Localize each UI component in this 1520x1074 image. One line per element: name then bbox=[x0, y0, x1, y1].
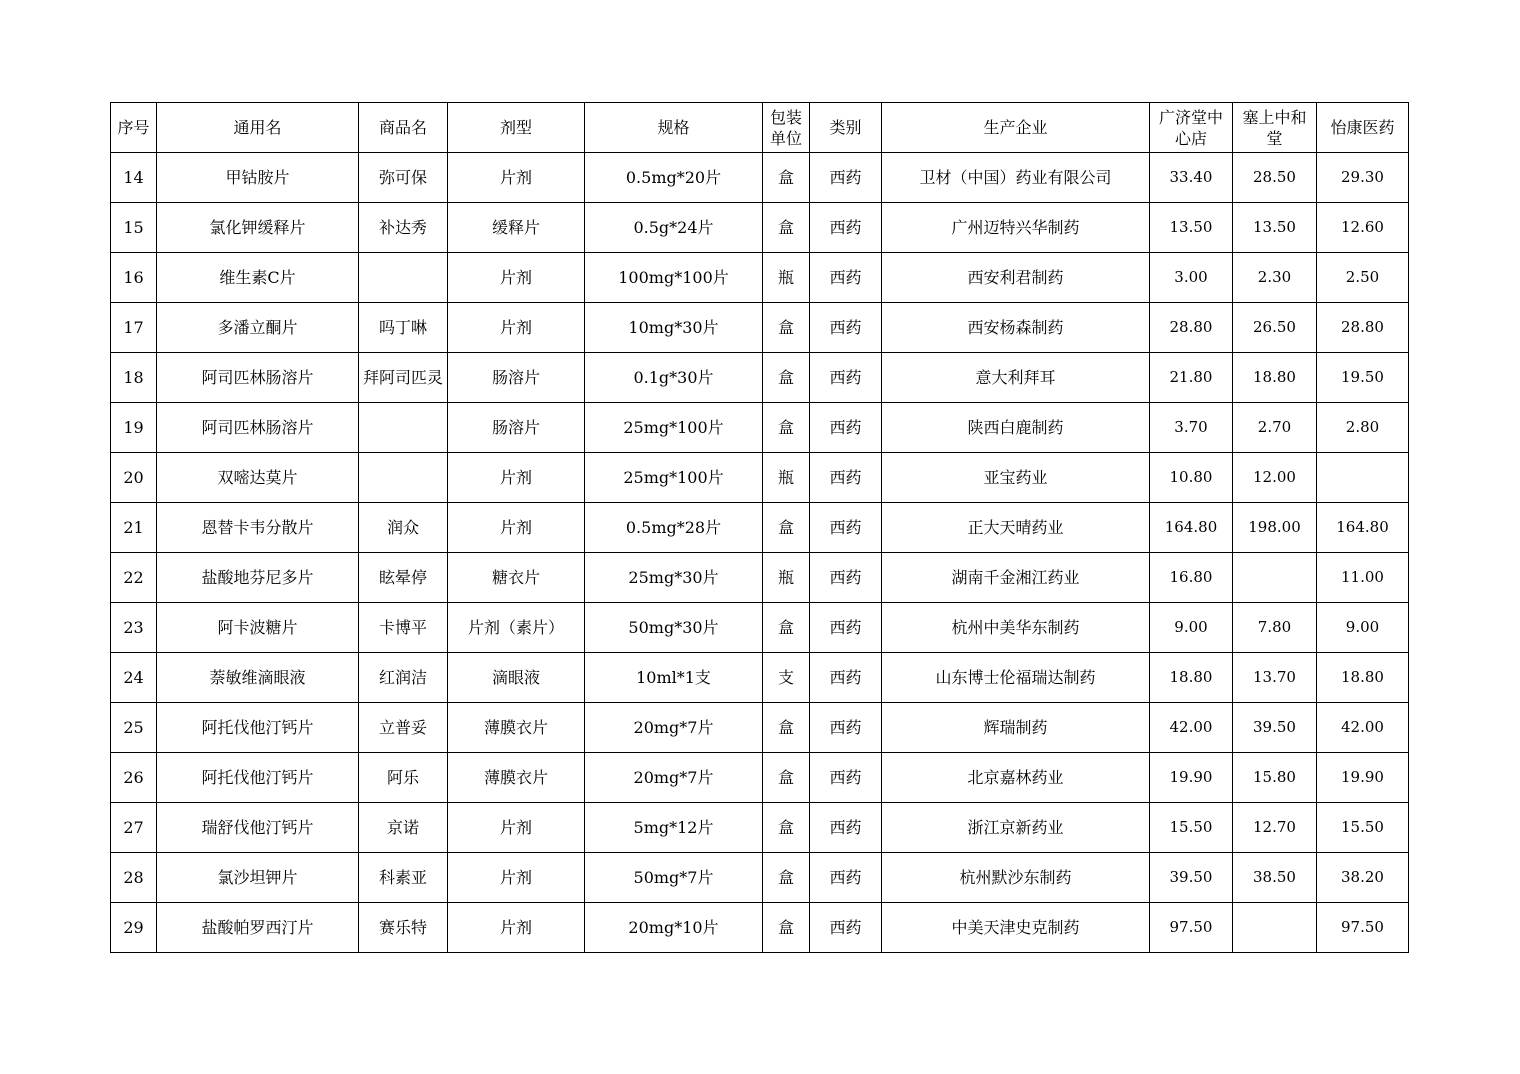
package-unit-cell: 盒 bbox=[763, 703, 810, 753]
generic-name-cell: 阿托伐他汀钙片 bbox=[157, 703, 359, 753]
header-price-store-2: 塞上中和堂 bbox=[1233, 103, 1317, 153]
brand-name-cell: 卡博平 bbox=[359, 603, 448, 653]
index-cell: 27 bbox=[111, 803, 157, 853]
header-dosage-form: 剂型 bbox=[448, 103, 585, 153]
price-store-2-cell: 18.80 bbox=[1233, 353, 1317, 403]
price-store-1-cell: 15.50 bbox=[1150, 803, 1233, 853]
table-row bbox=[111, 503, 1409, 553]
category-cell: 西药 bbox=[810, 603, 882, 653]
price-store-1-cell: 18.80 bbox=[1150, 653, 1233, 703]
package-unit-cell: 盒 bbox=[763, 353, 810, 403]
price-store-3-cell: 19.90 bbox=[1317, 753, 1409, 803]
table-row bbox=[111, 253, 1409, 303]
category-cell: 西药 bbox=[810, 353, 882, 403]
manufacturer-cell: 西安利君制药 bbox=[882, 253, 1150, 303]
dosage-form-cell: 片剂 bbox=[448, 903, 585, 953]
index-cell: 19 bbox=[111, 403, 157, 453]
index-cell: 28 bbox=[111, 853, 157, 903]
manufacturer-cell: 北京嘉林药业 bbox=[882, 753, 1150, 803]
brand-name-cell bbox=[359, 253, 448, 303]
dosage-form-cell: 糖衣片 bbox=[448, 553, 585, 603]
dosage-form-cell: 片剂 bbox=[448, 503, 585, 553]
specification-cell: 100mg*100片 bbox=[585, 253, 763, 303]
manufacturer-cell: 广州迈特兴华制药 bbox=[882, 203, 1150, 253]
manufacturer-cell: 亚宝药业 bbox=[882, 453, 1150, 503]
specification-cell: 5mg*12片 bbox=[585, 803, 763, 853]
category-cell: 西药 bbox=[810, 253, 882, 303]
price-store-3-cell: 11.00 bbox=[1317, 553, 1409, 603]
package-unit-cell: 盒 bbox=[763, 203, 810, 253]
category-cell: 西药 bbox=[810, 503, 882, 553]
index-cell: 23 bbox=[111, 603, 157, 653]
package-unit-cell: 盒 bbox=[763, 603, 810, 653]
table-row bbox=[111, 703, 1409, 753]
price-store-2-cell bbox=[1233, 553, 1317, 603]
price-store-3-cell: 15.50 bbox=[1317, 803, 1409, 853]
specification-cell: 50mg*7片 bbox=[585, 853, 763, 903]
table-body bbox=[111, 153, 1409, 953]
table-row bbox=[111, 853, 1409, 903]
dosage-form-cell: 薄膜衣片 bbox=[448, 753, 585, 803]
generic-name-cell: 阿托伐他汀钙片 bbox=[157, 753, 359, 803]
category-cell: 西药 bbox=[810, 653, 882, 703]
category-cell: 西药 bbox=[810, 853, 882, 903]
specification-cell: 25mg*100片 bbox=[585, 453, 763, 503]
brand-name-cell: 吗丁啉 bbox=[359, 303, 448, 353]
index-cell: 18 bbox=[111, 353, 157, 403]
category-cell: 西药 bbox=[810, 903, 882, 953]
generic-name-cell: 双嘧达莫片 bbox=[157, 453, 359, 503]
price-store-3-cell: 2.80 bbox=[1317, 403, 1409, 453]
price-store-2-cell: 12.00 bbox=[1233, 453, 1317, 503]
table-row bbox=[111, 203, 1409, 253]
dosage-form-cell: 片剂 bbox=[448, 253, 585, 303]
index-cell: 22 bbox=[111, 553, 157, 603]
price-store-2-cell: 39.50 bbox=[1233, 703, 1317, 753]
price-store-3-cell: 2.50 bbox=[1317, 253, 1409, 303]
manufacturer-cell: 正大天晴药业 bbox=[882, 503, 1150, 553]
generic-name-cell: 阿卡波糖片 bbox=[157, 603, 359, 653]
specification-cell: 10ml*1支 bbox=[585, 653, 763, 703]
brand-name-cell: 眩晕停 bbox=[359, 553, 448, 603]
table-row bbox=[111, 803, 1409, 853]
price-store-1-cell: 39.50 bbox=[1150, 853, 1233, 903]
price-store-2-cell: 28.50 bbox=[1233, 153, 1317, 203]
brand-name-cell: 拜阿司匹灵 bbox=[359, 353, 448, 403]
table-row bbox=[111, 753, 1409, 803]
price-store-3-cell: 9.00 bbox=[1317, 603, 1409, 653]
generic-name-cell: 盐酸帕罗西汀片 bbox=[157, 903, 359, 953]
index-cell: 24 bbox=[111, 653, 157, 703]
generic-name-cell: 阿司匹林肠溶片 bbox=[157, 403, 359, 453]
specification-cell: 25mg*100片 bbox=[585, 403, 763, 453]
package-unit-cell: 盒 bbox=[763, 803, 810, 853]
dosage-form-cell: 肠溶片 bbox=[448, 353, 585, 403]
index-cell: 29 bbox=[111, 903, 157, 953]
table-row bbox=[111, 653, 1409, 703]
package-unit-cell: 盒 bbox=[763, 303, 810, 353]
header-package-unit: 包装单位 bbox=[763, 103, 810, 153]
index-cell: 25 bbox=[111, 703, 157, 753]
package-unit-cell: 支 bbox=[763, 653, 810, 703]
price-store-3-cell bbox=[1317, 453, 1409, 503]
dosage-form-cell: 片剂 bbox=[448, 453, 585, 503]
table-row bbox=[111, 303, 1409, 353]
brand-name-cell bbox=[359, 403, 448, 453]
brand-name-cell bbox=[359, 453, 448, 503]
manufacturer-cell: 意大利拜耳 bbox=[882, 353, 1150, 403]
price-store-2-cell: 13.70 bbox=[1233, 653, 1317, 703]
table-row bbox=[111, 153, 1409, 203]
price-store-2-cell: 198.00 bbox=[1233, 503, 1317, 553]
category-cell: 西药 bbox=[810, 703, 882, 753]
price-store-3-cell: 38.20 bbox=[1317, 853, 1409, 903]
brand-name-cell: 弥可保 bbox=[359, 153, 448, 203]
generic-name-cell: 氯化钾缓释片 bbox=[157, 203, 359, 253]
table-row bbox=[111, 403, 1409, 453]
package-unit-cell: 盒 bbox=[763, 753, 810, 803]
price-store-2-cell bbox=[1233, 903, 1317, 953]
brand-name-cell: 立普妥 bbox=[359, 703, 448, 753]
dosage-form-cell: 肠溶片 bbox=[448, 403, 585, 453]
price-store-1-cell: 97.50 bbox=[1150, 903, 1233, 953]
package-unit-cell: 瓶 bbox=[763, 453, 810, 503]
table-row bbox=[111, 453, 1409, 503]
price-store-1-cell: 3.00 bbox=[1150, 253, 1233, 303]
price-store-3-cell: 19.50 bbox=[1317, 353, 1409, 403]
manufacturer-cell: 中美天津史克制药 bbox=[882, 903, 1150, 953]
specification-cell: 20mg*7片 bbox=[585, 753, 763, 803]
category-cell: 西药 bbox=[810, 203, 882, 253]
table-row bbox=[111, 603, 1409, 653]
dosage-form-cell: 滴眼液 bbox=[448, 653, 585, 703]
index-cell: 17 bbox=[111, 303, 157, 353]
package-unit-cell: 盒 bbox=[763, 503, 810, 553]
index-cell: 26 bbox=[111, 753, 157, 803]
manufacturer-cell: 杭州中美华东制药 bbox=[882, 603, 1150, 653]
index-cell: 15 bbox=[111, 203, 157, 253]
price-store-3-cell: 42.00 bbox=[1317, 703, 1409, 753]
price-store-1-cell: 16.80 bbox=[1150, 553, 1233, 603]
package-unit-cell: 盒 bbox=[763, 903, 810, 953]
category-cell: 西药 bbox=[810, 453, 882, 503]
table-row bbox=[111, 353, 1409, 403]
header-brand-name: 商品名 bbox=[359, 103, 448, 153]
table-header-row bbox=[111, 103, 1409, 153]
header-manufacturer: 生产企业 bbox=[882, 103, 1150, 153]
price-store-1-cell: 3.70 bbox=[1150, 403, 1233, 453]
package-unit-cell: 盒 bbox=[763, 153, 810, 203]
manufacturer-cell: 陕西白鹿制药 bbox=[882, 403, 1150, 453]
brand-name-cell: 红润洁 bbox=[359, 653, 448, 703]
package-unit-cell: 盒 bbox=[763, 403, 810, 453]
specification-cell: 25mg*30片 bbox=[585, 553, 763, 603]
price-store-3-cell: 28.80 bbox=[1317, 303, 1409, 353]
price-store-1-cell: 28.80 bbox=[1150, 303, 1233, 353]
category-cell: 西药 bbox=[810, 803, 882, 853]
specification-cell: 0.5mg*20片 bbox=[585, 153, 763, 203]
price-store-3-cell: 18.80 bbox=[1317, 653, 1409, 703]
price-store-2-cell: 2.70 bbox=[1233, 403, 1317, 453]
price-store-3-cell: 29.30 bbox=[1317, 153, 1409, 203]
generic-name-cell: 氯沙坦钾片 bbox=[157, 853, 359, 903]
dosage-form-cell: 片剂（素片） bbox=[448, 603, 585, 653]
specification-cell: 0.1g*30片 bbox=[585, 353, 763, 403]
brand-name-cell: 阿乐 bbox=[359, 753, 448, 803]
price-store-1-cell: 10.80 bbox=[1150, 453, 1233, 503]
price-store-2-cell: 2.30 bbox=[1233, 253, 1317, 303]
index-cell: 20 bbox=[111, 453, 157, 503]
dosage-form-cell: 片剂 bbox=[448, 803, 585, 853]
manufacturer-cell: 湖南千金湘江药业 bbox=[882, 553, 1150, 603]
header-price-store-3: 怡康医药 bbox=[1317, 103, 1409, 153]
package-unit-cell: 瓶 bbox=[763, 253, 810, 303]
price-store-1-cell: 164.80 bbox=[1150, 503, 1233, 553]
price-store-1-cell: 19.90 bbox=[1150, 753, 1233, 803]
generic-name-cell: 多潘立酮片 bbox=[157, 303, 359, 353]
category-cell: 西药 bbox=[810, 753, 882, 803]
price-store-1-cell: 21.80 bbox=[1150, 353, 1233, 403]
drug-price-table bbox=[110, 102, 1409, 953]
category-cell: 西药 bbox=[810, 303, 882, 353]
manufacturer-cell: 西安杨森制药 bbox=[882, 303, 1150, 353]
package-unit-cell: 盒 bbox=[763, 853, 810, 903]
brand-name-cell: 科素亚 bbox=[359, 853, 448, 903]
price-store-2-cell: 12.70 bbox=[1233, 803, 1317, 853]
manufacturer-cell: 杭州默沙东制药 bbox=[882, 853, 1150, 903]
header-index: 序号 bbox=[111, 103, 157, 153]
dosage-form-cell: 缓释片 bbox=[448, 203, 585, 253]
generic-name-cell: 甲钴胺片 bbox=[157, 153, 359, 203]
table-row bbox=[111, 553, 1409, 603]
table-row bbox=[111, 903, 1409, 953]
specification-cell: 10mg*30片 bbox=[585, 303, 763, 353]
generic-name-cell: 瑞舒伐他汀钙片 bbox=[157, 803, 359, 853]
generic-name-cell: 萘敏维滴眼液 bbox=[157, 653, 359, 703]
category-cell: 西药 bbox=[810, 553, 882, 603]
header-generic-name: 通用名 bbox=[157, 103, 359, 153]
specification-cell: 50mg*30片 bbox=[585, 603, 763, 653]
price-store-1-cell: 33.40 bbox=[1150, 153, 1233, 203]
generic-name-cell: 恩替卡韦分散片 bbox=[157, 503, 359, 553]
brand-name-cell: 京诺 bbox=[359, 803, 448, 853]
price-store-3-cell: 97.50 bbox=[1317, 903, 1409, 953]
manufacturer-cell: 山东博士伦福瑞达制药 bbox=[882, 653, 1150, 703]
index-cell: 14 bbox=[111, 153, 157, 203]
specification-cell: 0.5mg*28片 bbox=[585, 503, 763, 553]
index-cell: 16 bbox=[111, 253, 157, 303]
header-specification: 规格 bbox=[585, 103, 763, 153]
price-store-2-cell: 7.80 bbox=[1233, 603, 1317, 653]
generic-name-cell: 维生素C片 bbox=[157, 253, 359, 303]
manufacturer-cell: 辉瑞制药 bbox=[882, 703, 1150, 753]
category-cell: 西药 bbox=[810, 153, 882, 203]
price-store-3-cell: 12.60 bbox=[1317, 203, 1409, 253]
dosage-form-cell: 片剂 bbox=[448, 853, 585, 903]
header-price-store-1: 广济堂中心店 bbox=[1150, 103, 1233, 153]
package-unit-cell: 瓶 bbox=[763, 553, 810, 603]
price-store-1-cell: 42.00 bbox=[1150, 703, 1233, 753]
header-category: 类别 bbox=[810, 103, 882, 153]
dosage-form-cell: 薄膜衣片 bbox=[448, 703, 585, 753]
dosage-form-cell: 片剂 bbox=[448, 303, 585, 353]
manufacturer-cell: 卫材（中国）药业有限公司 bbox=[882, 153, 1150, 203]
dosage-form-cell: 片剂 bbox=[448, 153, 585, 203]
brand-name-cell: 补达秀 bbox=[359, 203, 448, 253]
specification-cell: 20mg*10片 bbox=[585, 903, 763, 953]
brand-name-cell: 赛乐特 bbox=[359, 903, 448, 953]
generic-name-cell: 阿司匹林肠溶片 bbox=[157, 353, 359, 403]
price-store-1-cell: 13.50 bbox=[1150, 203, 1233, 253]
price-store-2-cell: 15.80 bbox=[1233, 753, 1317, 803]
price-store-2-cell: 26.50 bbox=[1233, 303, 1317, 353]
manufacturer-cell: 浙江京新药业 bbox=[882, 803, 1150, 853]
brand-name-cell: 润众 bbox=[359, 503, 448, 553]
specification-cell: 0.5g*24片 bbox=[585, 203, 763, 253]
price-store-1-cell: 9.00 bbox=[1150, 603, 1233, 653]
generic-name-cell: 盐酸地芬尼多片 bbox=[157, 553, 359, 603]
price-store-2-cell: 13.50 bbox=[1233, 203, 1317, 253]
price-store-3-cell: 164.80 bbox=[1317, 503, 1409, 553]
category-cell: 西药 bbox=[810, 403, 882, 453]
price-store-2-cell: 38.50 bbox=[1233, 853, 1317, 903]
index-cell: 21 bbox=[111, 503, 157, 553]
specification-cell: 20mg*7片 bbox=[585, 703, 763, 753]
